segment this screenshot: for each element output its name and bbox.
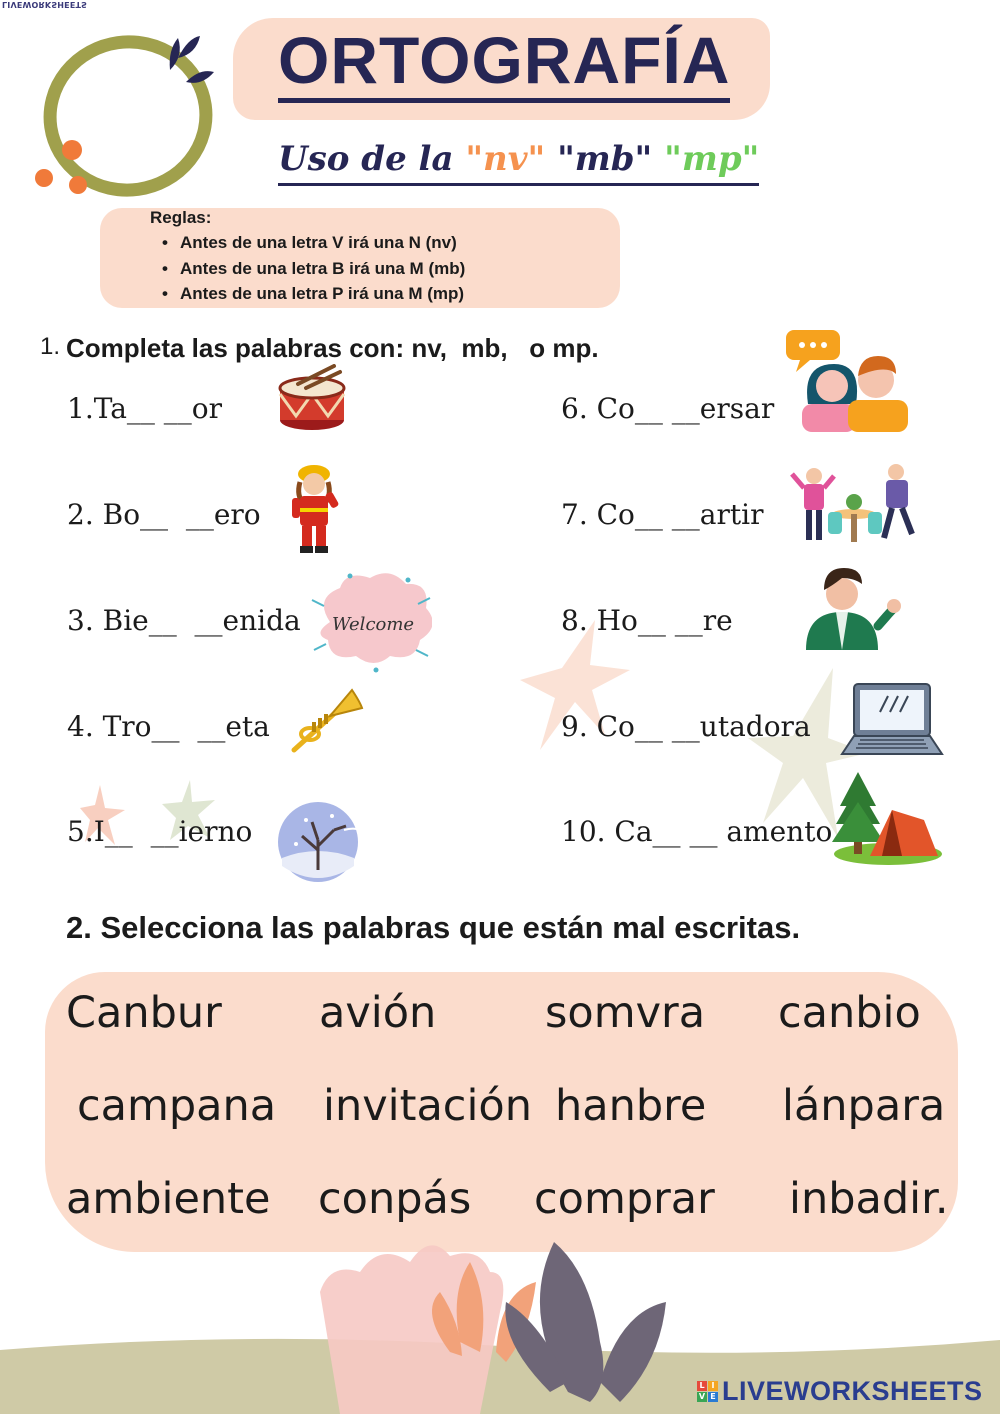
word-option[interactable]: invitación (323, 1081, 532, 1131)
exercise-item-5[interactable]: 5.I__ __ierno (67, 815, 253, 848)
badge-letter: L (697, 1381, 707, 1391)
exercise-item-9[interactable]: 9. Co__ __utadora (561, 710, 811, 743)
rules-title: Reglas: (150, 208, 212, 227)
word-option[interactable]: campana (77, 1081, 277, 1131)
badge-letter: V (698, 1392, 706, 1401)
exercise-item-2[interactable]: 2. Bo__ __ero (67, 498, 261, 531)
firefighter-icon (286, 462, 342, 554)
exercise-item-8[interactable]: 8. Ho__ __re (561, 604, 733, 637)
section1-number: 1. (40, 333, 61, 360)
word-option[interactable]: Canbur (66, 988, 222, 1038)
word-option[interactable]: comprar (534, 1174, 715, 1224)
conversation-icon (786, 330, 910, 432)
trumpet-icon (290, 688, 364, 756)
subtitle-nv: "nv" (465, 139, 546, 179)
page-title: ORTOGRAFÍA (278, 22, 730, 103)
drum-icon (276, 364, 348, 432)
liveworksheets-logo (697, 1376, 983, 1407)
exercise-item-1[interactable]: 1.Ta__ __or (67, 392, 223, 425)
word-option[interactable]: ambiente (66, 1174, 271, 1224)
word-option[interactable]: canbio (778, 988, 921, 1038)
exercise-item-6[interactable]: 6. Co__ __ersar (561, 392, 775, 425)
badge-letter: E (708, 1392, 718, 1402)
welcome-icon (310, 570, 432, 674)
subtitle-mp: "mp" (664, 139, 760, 179)
rules-list (162, 233, 465, 310)
section2-title: 2. Selecciona las palabras que están mal escritas. (66, 910, 801, 945)
badge-letter: I (708, 1381, 718, 1391)
exercise-item-7[interactable]: 7. Co__ __artir (561, 498, 764, 531)
subtitle-prefix: Uso de la (278, 139, 466, 179)
sharing-icon (788, 462, 922, 552)
winter-tree-icon (276, 800, 372, 884)
wreath-icon (28, 18, 228, 203)
camping-icon (828, 772, 942, 866)
section1-title: Completa las palabras con: nv, mb, o mp. (66, 333, 599, 363)
word-option[interactable]: hanbre (555, 1081, 707, 1131)
word-option[interactable]: conpás (318, 1174, 472, 1224)
rule-item: • Antes de una letra P irá una M (mp) (162, 284, 465, 310)
liveworksheets-brand: LIVEWORKSHEETS (722, 1376, 983, 1406)
rule-item: • Antes de una letra B irá una M (mb) (162, 259, 465, 285)
top-watermark: LIVEWORKSHEETS (2, 0, 88, 9)
word-option[interactable]: inbadir. (789, 1174, 949, 1224)
svg-text:Welcome: Welcome (332, 614, 415, 635)
word-option[interactable]: avión (319, 988, 437, 1038)
subtitle-mb: "mb" (557, 139, 653, 179)
laptop-icon (840, 682, 944, 758)
flower-leaves-icon (300, 1232, 720, 1414)
exercise-item-4[interactable]: 4. Tro__ __eta (67, 710, 270, 743)
rule-item: • Antes de una letra V irá una N (nv) (162, 233, 465, 259)
exercise-item-3[interactable]: 3. Bie__ __enida (67, 604, 301, 637)
word-option[interactable]: lánpara (782, 1081, 946, 1131)
word-option[interactable]: somvra (545, 988, 706, 1038)
man-icon (802, 568, 902, 650)
page-subtitle (278, 135, 759, 186)
liveworksheets-badge-icon (697, 1381, 718, 1402)
exercise-item-10[interactable]: 10. Ca__ __ amento (561, 815, 833, 848)
